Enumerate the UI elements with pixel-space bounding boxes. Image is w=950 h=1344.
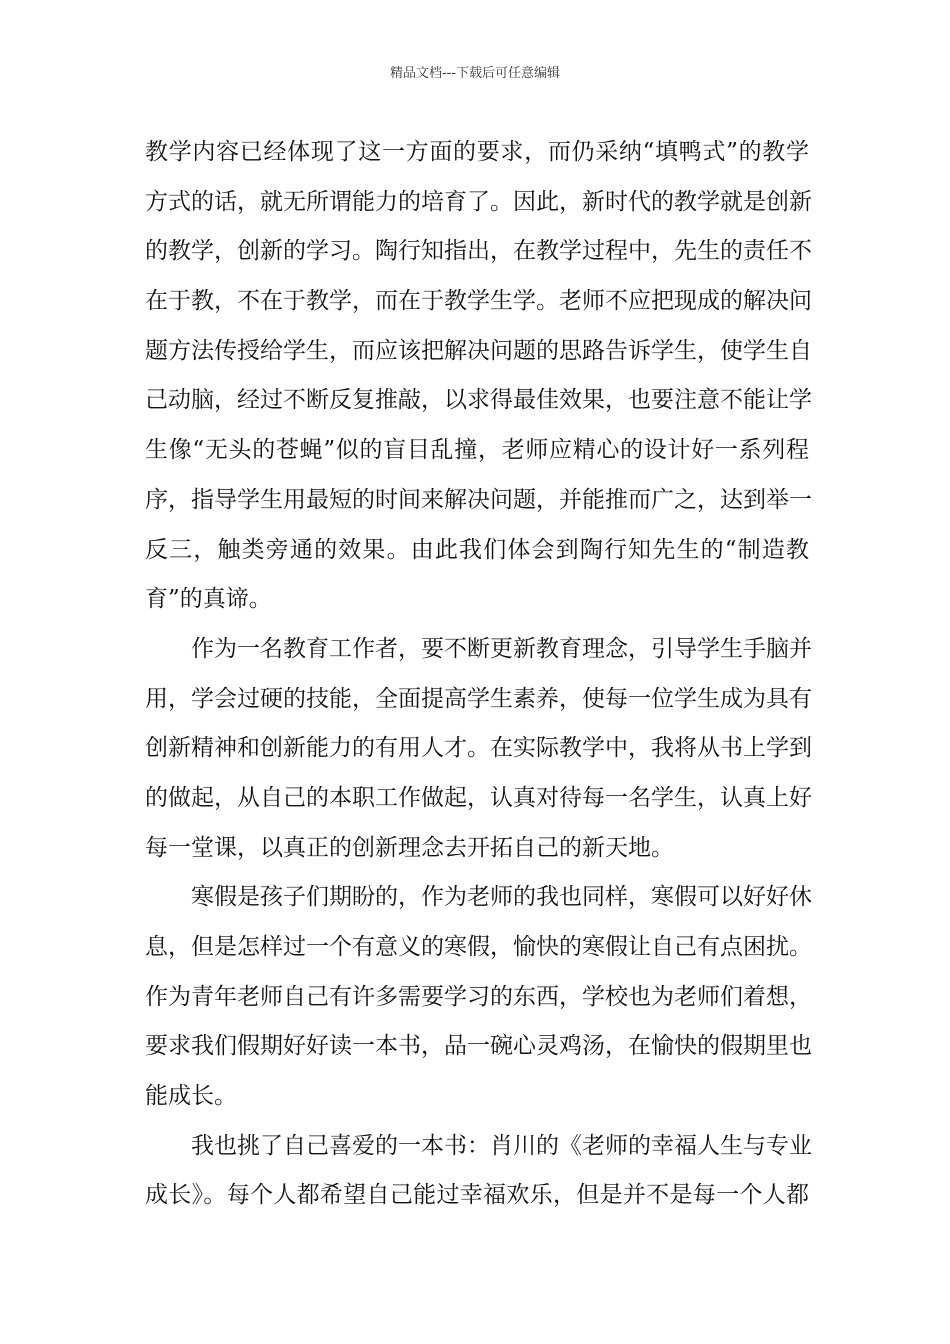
paragraph-first-line: 作为一名教育工作者，要不断更新教育理念，引导学生手脑并 — [191, 635, 812, 662]
text-line: 能成长。 — [145, 1083, 237, 1110]
text-line: 反三，触类旁通的效果。由此我们体会到陶行知先生的“制造教 — [145, 536, 809, 563]
text-line: 在于教，不在于教学，而在于教学生学。老师不应把现成的解决问 — [145, 288, 812, 315]
text-line: 要求我们假期好好读一本书，品一碗心灵鸡汤，在愉快的假期里也 — [145, 1033, 812, 1060]
text-line: 生像“无头的苍蝇”似的盲目乱撞，老师应精心的设计好一系列程 — [145, 437, 809, 464]
text-line: 题方法传授给学生，而应该把解决问题的思路告诉学生，使学生自 — [145, 337, 812, 364]
text-line: 创新精神和创新能力的有用人才。在实际教学中，我将从书上学到 — [145, 735, 812, 762]
text-line: 成长》。每个人都希望自己能过幸福欢乐，但是并不是每一个人都 — [145, 1182, 809, 1209]
text-line: 序，指导学生用最短的时间来解决问题，并能推而广之，达到举一 — [145, 486, 812, 513]
text-line: 育”的真谛。 — [145, 586, 272, 613]
text-line: 作为青年老师自己有许多需要学习的东西，学校也为老师们着想， — [145, 983, 812, 1010]
text-line: 息，但是怎样过一个有意义的寒假，愉快的寒假让自己有点困扰。 — [145, 934, 812, 960]
text-line: 的教学，创新的学习。陶行知指出，在教学过程中，先生的责任不 — [145, 238, 812, 265]
text-line: 方式的话，就无所谓能力的培育了。因此，新时代的教学就是创新 — [145, 188, 812, 215]
text-line: 己动脑，经过不断反复推敲，以求得最佳效果，也要注意不能让学 — [145, 387, 812, 414]
text-line: 教学内容已经体现了这一方面的要求，而仍采纳“填鸭式”的教学 — [145, 139, 809, 165]
document-body — [145, 128, 812, 1221]
text-line: 的做起，从自己的本职工作做起，认真对待每一名学生，认真上好 — [145, 784, 812, 811]
page-header: 精品文档---下载后可任意编辑 — [389, 66, 561, 81]
text-line: 用，学会过硬的技能，全面提高学生素养，使每一位学生成为具有 — [145, 685, 812, 712]
text-line: 每一堂课，以真正的创新理念去开拓自己的新天地。 — [145, 834, 674, 861]
paragraph-first-line: 我也挑了自己喜爱的一本书：肖川的《老师的幸福人生与专业 — [191, 1132, 812, 1159]
paragraph-first-line: 寒假是孩子们期盼的，作为老师的我也同样，寒假可以好好休 — [191, 884, 812, 911]
